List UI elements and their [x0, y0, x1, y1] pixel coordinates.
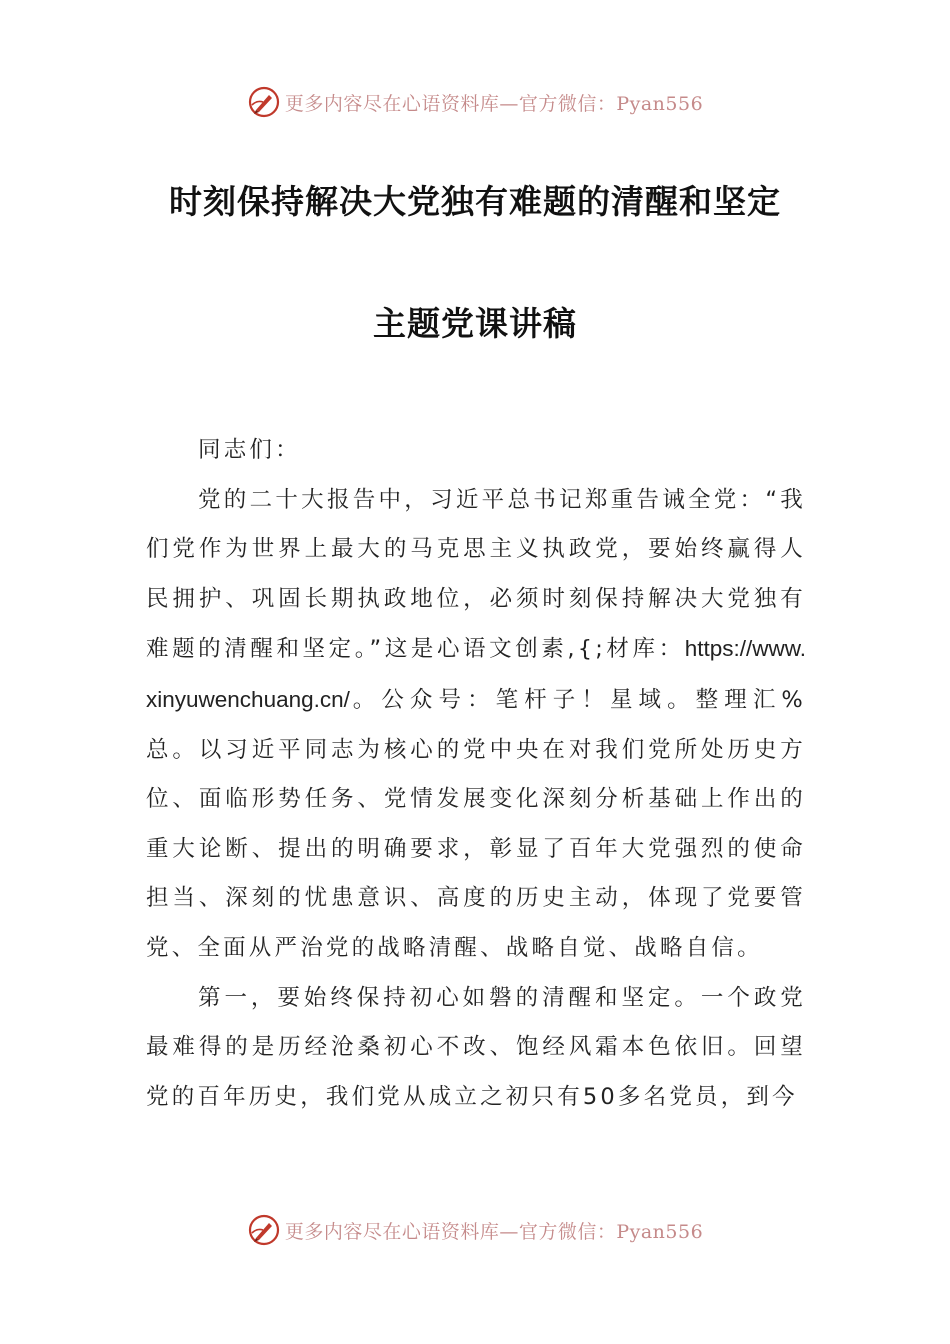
header-watermark: [0, 80, 950, 124]
watermark-text: 更多内容尽在心语资料库—官方微信：Pyan556: [284, 92, 704, 115]
paragraph-1-text-b: 。公众号：笔杆子！星域。整理汇%总。以习近平同志为核心的党中央在对我们党所处历史方位、面临形势任务、党情发展变化深刻分析基础上作出的重大论断、提出的明确要求，彰显了百年大党强烈的使命担当、深刻的忧患意识、高度的历史主动，体现了党要管党、全面从严治党的战略清醒、战略自觉、战略自信。: [146, 686, 806, 961]
document-subtitle: 主题党课讲稿: [373, 304, 577, 343]
watermark-text: 更多内容尽在心语资料库—官方微信：Pyan556: [284, 1220, 704, 1243]
pen-logo-icon: [247, 1213, 281, 1247]
paragraph-1: [146, 476, 806, 974]
paragraph-1-text-a: 党的二十大报告中，习近平总书记郑重告诫全党：“我们党作为世界上最大的马克思主义执政党，要始终赢得人民拥护、巩固长期执政地位，必须时刻保持解决大党独有难题的清醒和坚定。”这是心语文创素,{;材库：: [146, 486, 806, 663]
paragraph-2: 第一，要始终保持初心如磐的清醒和坚定。一个政党最难得的是历经沧桑初心不改、饱经风霜本色依旧。回望党的百年历史，我们党从成立之初只有50多名党员，到今: [146, 984, 806, 1110]
pen-logo-icon: [247, 85, 281, 119]
website-link[interactable]: https://www.xinyuwenchuang.cn/: [146, 636, 806, 712]
salutation: 同志们：: [198, 437, 301, 463]
footer-watermark: [0, 1208, 950, 1252]
document-title: 时刻保持解决大党独有难题的清醒和坚定: [169, 182, 781, 221]
document-body: [146, 426, 806, 1122]
